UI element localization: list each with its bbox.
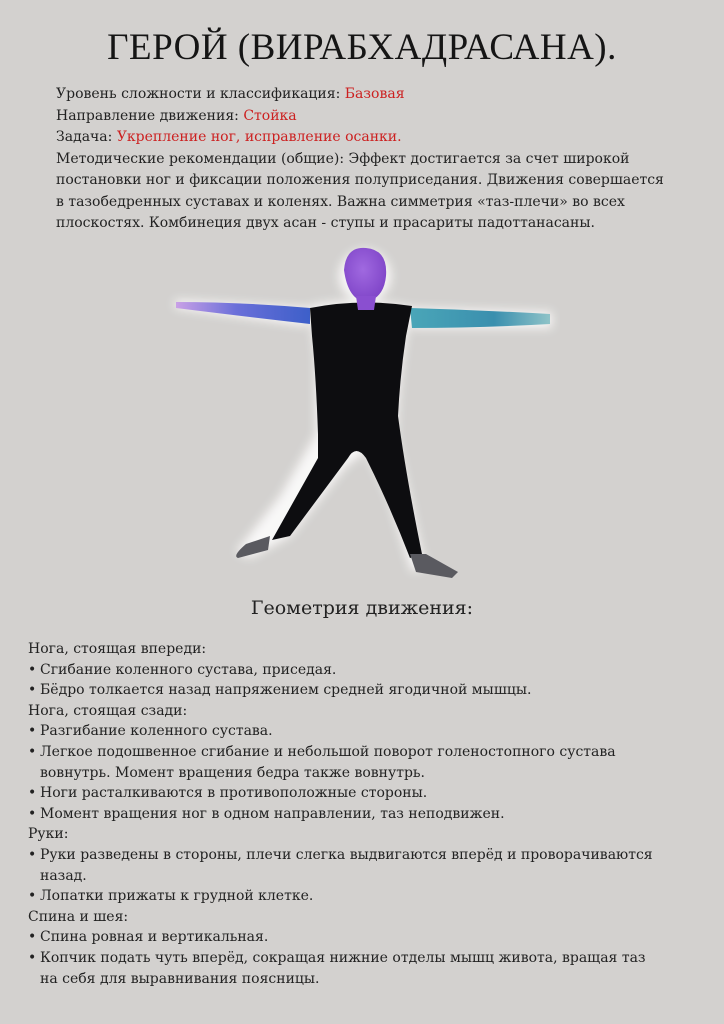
list-item: • Лопатки прижаты к грудной клетке. bbox=[28, 886, 688, 907]
list-item-line: • Легкое подошвенное сгибание и небольшой поворот голеностопного сустава bbox=[40, 743, 616, 760]
front-foot bbox=[410, 554, 458, 578]
back-leg-heading: Нога, стоящая сзади: bbox=[28, 702, 188, 719]
pose-meta bbox=[56, 84, 686, 235]
arms-heading: Руки: bbox=[28, 826, 69, 843]
list-item bbox=[28, 948, 688, 989]
list-item: • Разгибание коленного сустава. bbox=[28, 721, 688, 742]
geometry-list bbox=[28, 639, 688, 989]
back-neck-heading: Спина и шея: bbox=[28, 908, 129, 925]
list-item: • Момент вращения ног в одном направлении, таз неподвижен. bbox=[28, 804, 688, 825]
level-row bbox=[56, 84, 686, 106]
direction-label: Направление движения: bbox=[56, 107, 239, 124]
warrior-pose-figure bbox=[160, 236, 560, 596]
right-arm bbox=[410, 308, 550, 328]
neck bbox=[356, 296, 376, 310]
list-item: • Ноги расталкиваются в противоположные стороны. bbox=[28, 783, 688, 804]
direction-value: Стойка bbox=[243, 107, 297, 124]
front-leg-heading: Нога, стоящая впереди: bbox=[28, 641, 207, 657]
level-label: Уровень сложности и классификация: bbox=[56, 86, 341, 102]
recommendations-line3: в тазобедренных суставах и коленях. Важна симметрия «таз-плечи» во всех bbox=[56, 193, 625, 210]
level-value: Базовая bbox=[344, 86, 405, 102]
left-arm bbox=[176, 302, 310, 324]
recommendations-line2: постановки ног и фиксации положения полуприседания. Движения совершается bbox=[56, 172, 664, 188]
list-item bbox=[28, 845, 688, 886]
page-title: ГЕРОЙ (ВИРАБХАДРАСАНА). bbox=[107, 27, 617, 68]
direction-row bbox=[56, 106, 686, 128]
list-item: • Бёдро толкается назад напряжением средней ягодичной мышцы. bbox=[28, 680, 688, 701]
list-item-line: назад. bbox=[40, 867, 87, 884]
recommendations-label: Методические рекомендации (общие): bbox=[56, 150, 345, 167]
list-item bbox=[28, 742, 688, 783]
list-item: • Спина ровная и вертикальная. bbox=[28, 927, 688, 948]
list-item-line: • Руки разведены в стороны, плечи слегка выдвигаются вперёд и проворачиваются bbox=[40, 846, 653, 863]
list-item-line: • Копчик подать чуть вперёд, сокращая нижние отделы мышц живота, вращая таз bbox=[40, 949, 646, 966]
recommendations-row bbox=[56, 149, 686, 171]
recommendations-line1: Эффект достигается за счет широкой bbox=[348, 150, 630, 167]
list-item-line: на себя для выравнивания поясницы. bbox=[40, 970, 320, 987]
task-value: Укрепление ног, исправление осанки. bbox=[116, 129, 402, 145]
list-item-line: вовнутрь. Момент вращения бедра также вовнутрь. bbox=[40, 764, 425, 781]
section-title: Геометрия движения: bbox=[250, 597, 474, 619]
task-label: Задача: bbox=[56, 129, 113, 145]
torso-and-legs bbox=[272, 302, 422, 558]
task-row bbox=[56, 127, 686, 149]
recommendations-line4: плоскостях. Комбинеция двух асан - ступы и прасариты падоттанасаны. bbox=[56, 215, 595, 231]
list-item: • Сгибание коленного сустава, приседая. bbox=[28, 660, 688, 681]
